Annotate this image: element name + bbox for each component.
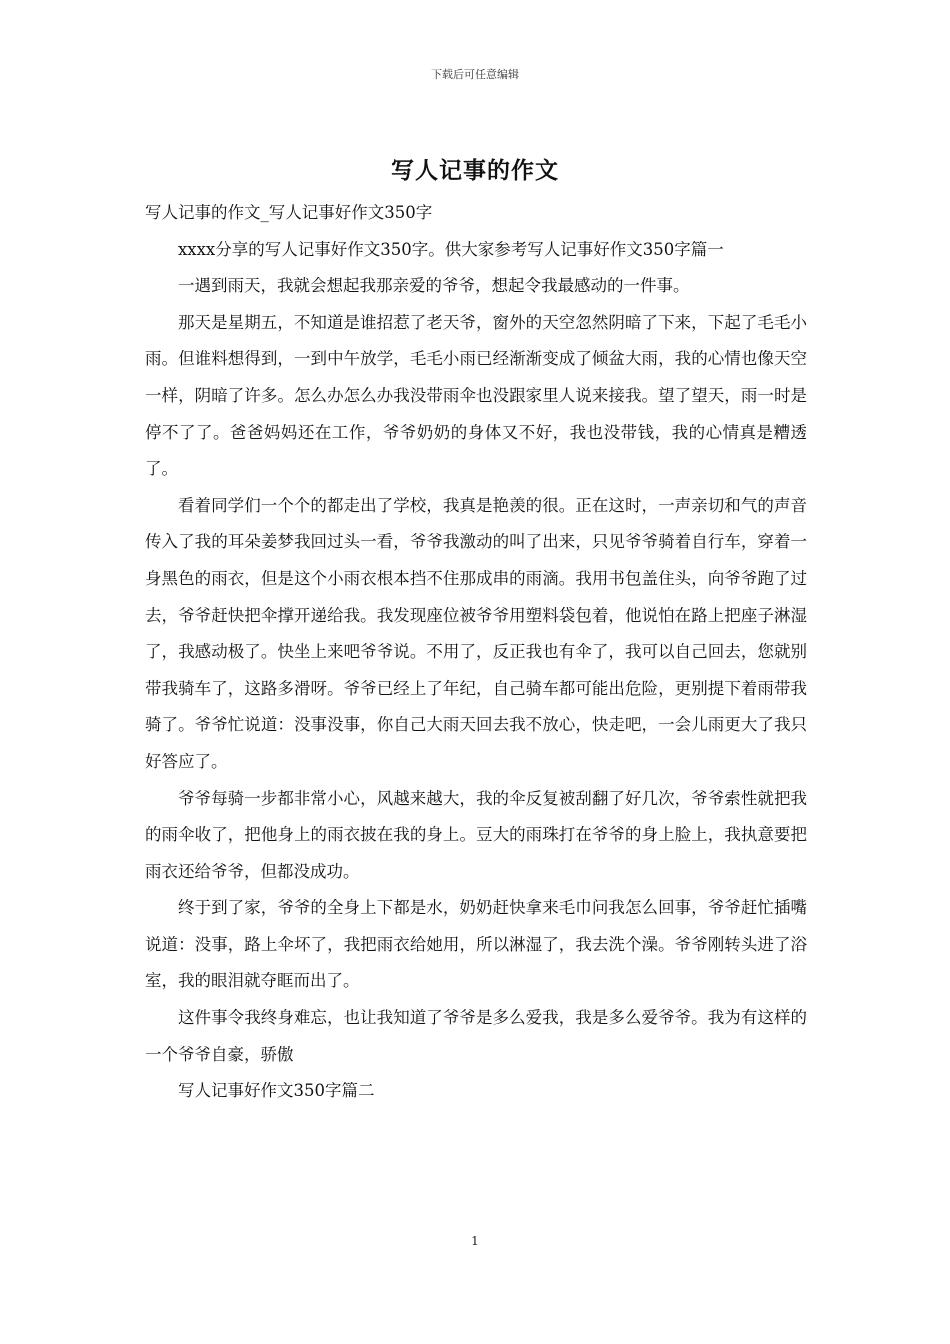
page-header-note: 下载后可任意编辑 bbox=[431, 68, 519, 81]
paragraph-intro: xxxx分享的写人记事好作文350字。供大家参考写人记事好作文350字篇一 bbox=[178, 239, 724, 259]
document-title: 写人记事的作文 bbox=[391, 157, 559, 184]
document-body bbox=[145, 195, 807, 1110]
document-subtitle: 写人记事的作文_写人记事好作文350字 bbox=[145, 203, 433, 222]
section-heading: 写人记事好作文350字篇二 bbox=[178, 1081, 375, 1101]
paragraph: 一遇到雨天，我就会想起我那亲爱的爷爷，想起令我最感动的一件事。 bbox=[178, 276, 690, 296]
paragraph: 这件事令我终身难忘，也让我知道了爷爷是多么爱我，我是多么爱爷爷。我为有这样的一个爷爷自豪，骄傲 bbox=[145, 1008, 807, 1064]
page-number: 1 bbox=[471, 1234, 479, 1248]
paragraph: 看着同学们一个个的都走出了学校，我真是艳羡的很。正在这时，一声亲切和气的声音传入了我的耳朵姜梦我回过头一看，爷爷我激动的叫了出来，只见爷爷骑着自行车，穿着一身黑色的雨衣，但是这个小雨衣根本挡不住那成串的雨滴。我用书包盖住头，向爷爷跑了过去，爷爷赶快把伞撑开递给我。我发现座位被爷爷用塑料袋包着，他说怕在路上把座子淋湿了，我感动极了。快坐上来吧爷爷说。不用了，反正我也有伞了，我可以自己回去，您就别带我骑车了，这路多滑呀。爷爷已经上了年纪，自己骑车都可能出危险，更别提下着雨带我骑了。爷爷忙说道：没事没事，你自己大雨天回去我不放心，快走吧，一会儿雨更大了我只好答应了。 bbox=[145, 495, 807, 771]
paragraph: 终于到了家，爷爷的全身上下都是水，奶奶赶快拿来毛巾问我怎么回事，爷爷赶忙插嘴说道：没事，路上伞坏了，我把雨衣给她用，所以淋湿了，我去洗个澡。爷爷刚转头进了浴室，我的眼泪就夺眶而出了。 bbox=[145, 898, 807, 991]
paragraph: 爷爷每骑一步都非常小心，风越来越大，我的伞反复被刮翻了好几次，爷爷索性就把我的雨伞收了，把他身上的雨衣披在我的身上。豆大的雨珠打在爷爷的身上脸上，我执意要把雨衣还给爷爷，但都没成功。 bbox=[145, 788, 807, 881]
paragraph: 那天是星期五，不知道是谁招惹了老天爷，窗外的天空忽然阴暗了下来，下起了毛毛小雨。但谁料想得到，一到中午放学，毛毛小雨已经渐渐变成了倾盆大雨，我的心情也像天空一样，阴暗了许多。怎么办怎么办我没带雨伞也没跟家里人说来接我。望了望天，雨一时是停不了了。爸爸妈妈还在工作，爷爷奶奶的身体又不好，我也没带钱，我的心情真是糟透了。 bbox=[145, 312, 807, 479]
